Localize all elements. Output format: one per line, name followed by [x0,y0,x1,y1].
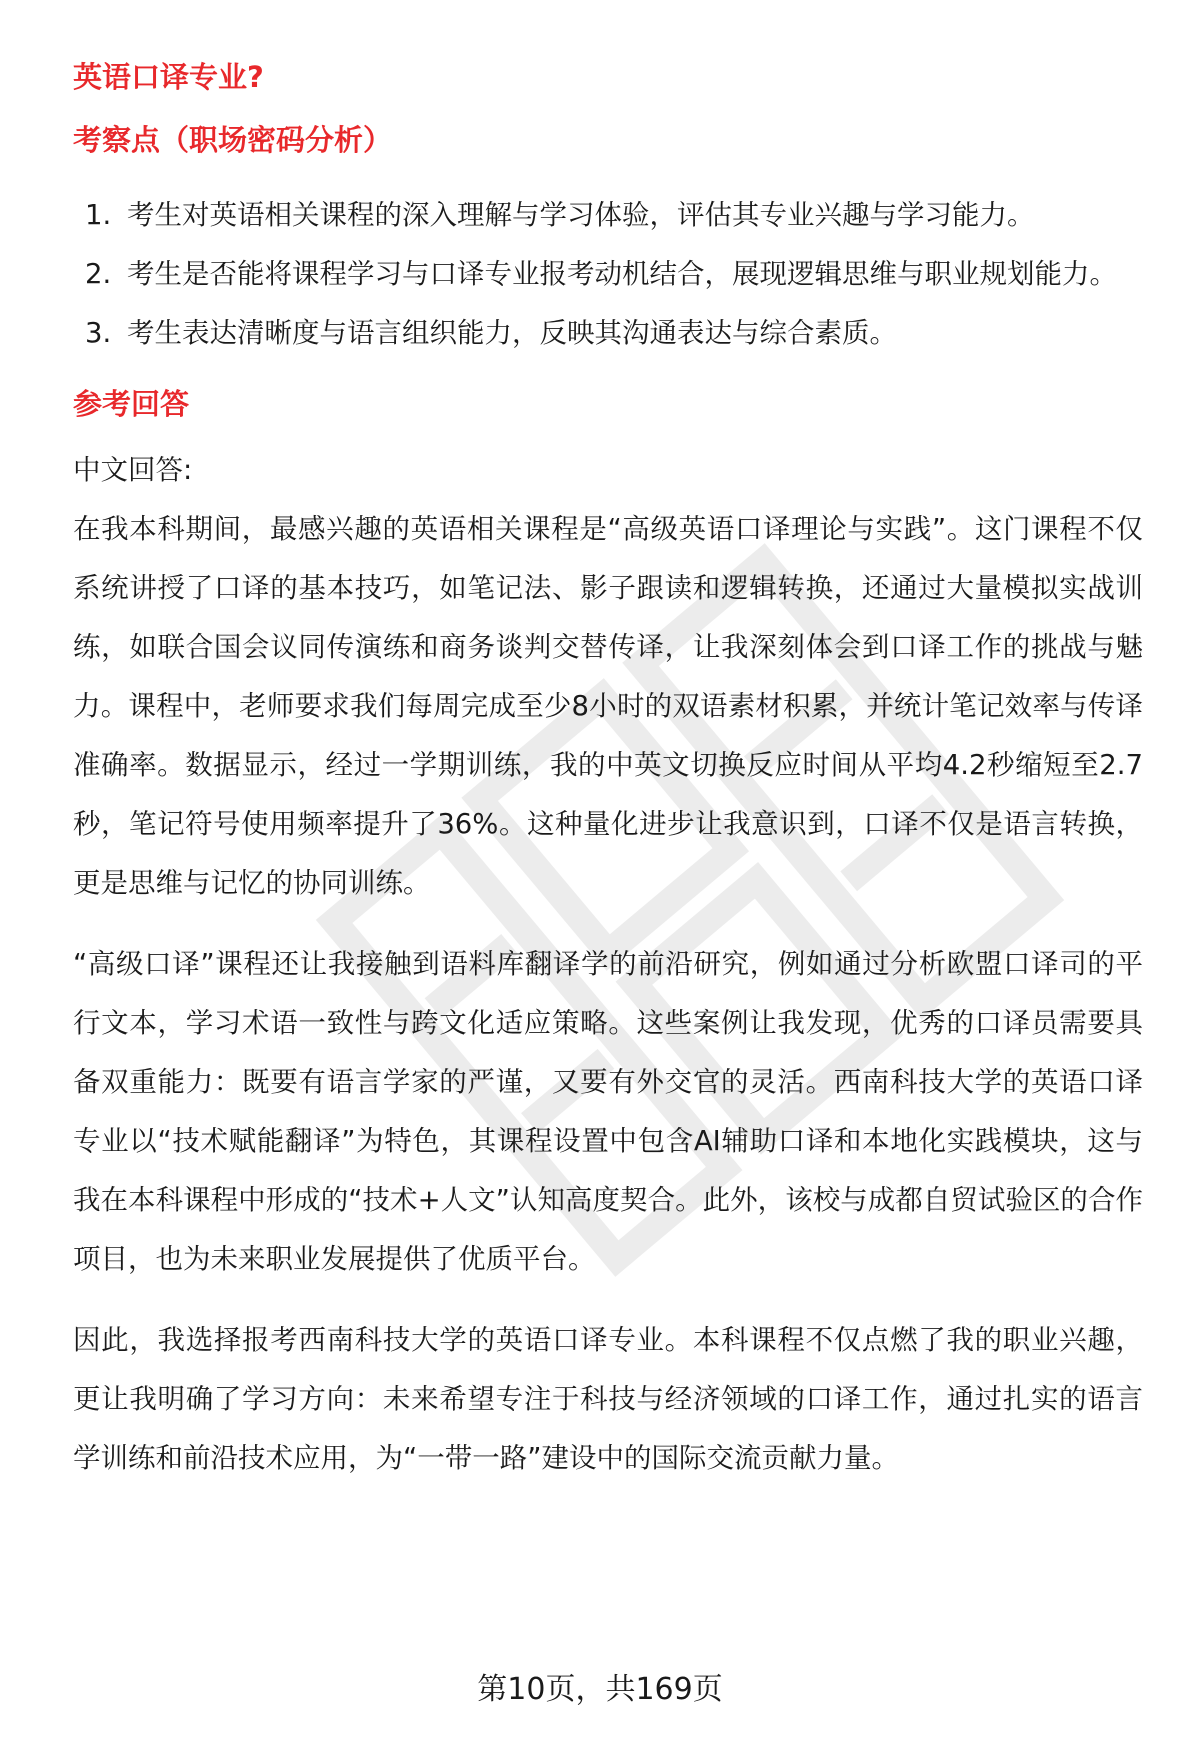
list-item [73,304,1143,363]
answer-paragraph-1: 在我本科期间，最感兴趣的英语相关课程是“高级英语口译理论与实践”。这门课程不仅系统讲授了口译的基本技巧，如笔记法、影子跟读和逻辑转换，还通过大量模拟实战训练，如联合国会议同传演练和商务谈判交替传译，让我深刻体会到口译工作的挑战与魅力。课程中，老师要求我们每周完成至少8小时的双语素材积累，并统计笔记效率与传译准确率。数据显示，经过一学期训练，我的中英文切换反应时间从平均4.2秒缩短至2.7秒，笔记符号使用频率提升了36%。这种量化进步让我意识到，口译不仅是语言转换，更是思维与记忆的协同训练。 [73,513,1143,899]
list-item-number: 3. [85,317,112,349]
question-title: 英语口译专业? [73,60,264,94]
list-item-number: 1. [85,199,112,231]
list-item [73,186,1143,245]
document-body [73,55,1143,1488]
answer-heading: 参考回答 [73,387,190,421]
list-item-text: 考生对英语相关课程的深入理解与学习体验，评估其专业兴趣与学习能力。 [127,199,1035,231]
focus-points-list [73,186,1143,363]
answer-label: 中文回答: [73,454,193,486]
answer-paragraph-3: 因此，我选择报考西南科技大学的英语口译专业。本科课程不仅点燃了我的职业兴趣，更让我明确了学习方向：未来希望专注于科技与经济领域的口译工作，通过扎实的语言学训练和前沿技术应用，为“一带一路”建设中的国际交流贡献力量。 [73,1324,1143,1474]
list-item-number: 2. [85,258,112,290]
focus-heading: 考察点（职场密码分析） [73,123,393,157]
page-number: 第10页，共169页 [477,1672,723,1707]
list-item [73,245,1143,304]
answer-paragraph-2: “高级口译”课程还让我接触到语料库翻译学的前沿研究，例如通过分析欧盟口译司的平行文本，学习术语一致性与跨文化适应策略。这些案例让我发现，优秀的口译员需要具备双重能力：既要有语言学家的严谨，又要有外交官的灵活。西南科技大学的英语口译专业以“技术赋能翻译”为特色，其课程设置中包含AI辅助口译和本地化实践模块，这与我在本科课程中形成的“技术+人文”认知高度契合。此外，该校与成都自贸试验区的合作项目，也为未来职业发展提供了优质平台。 [73,948,1143,1275]
list-item-text: 考生表达清晰度与语言组织能力，反映其沟通表达与综合素质。 [127,317,897,349]
list-item-text: 考生是否能将课程学习与口译专业报考动机结合，展现逻辑思维与职业规划能力。 [127,258,1117,290]
